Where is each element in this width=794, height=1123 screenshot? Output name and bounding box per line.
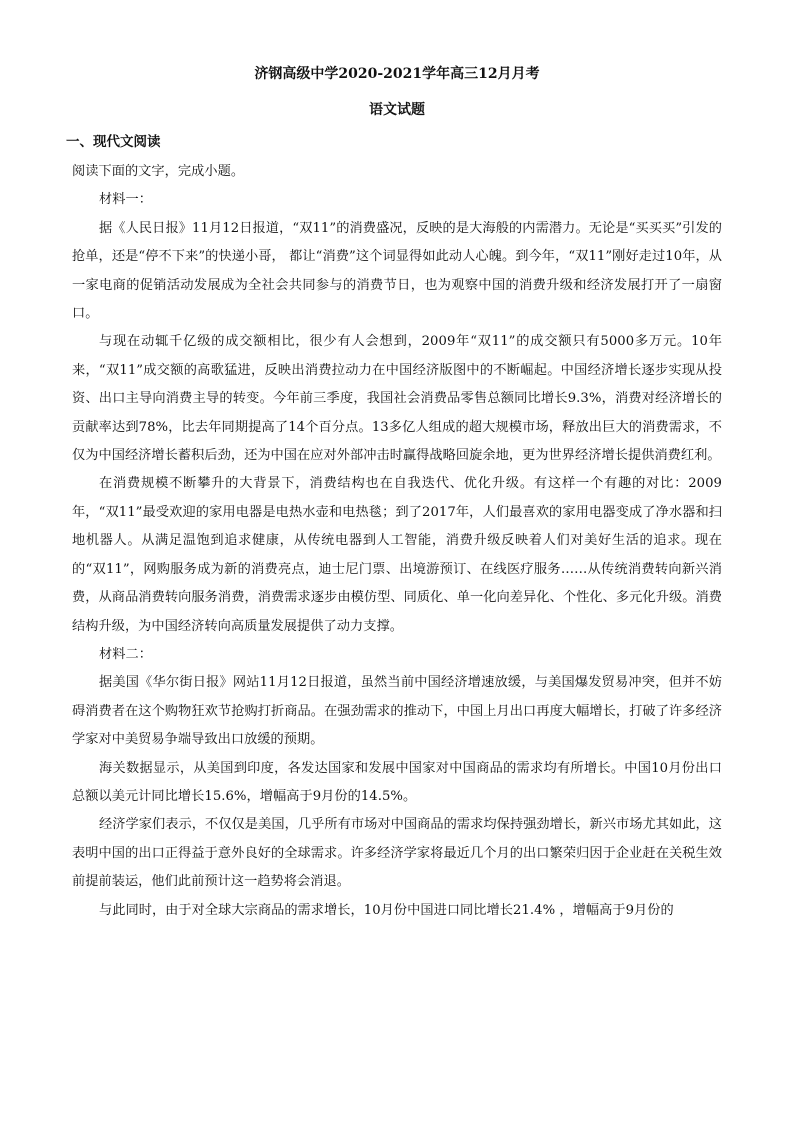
paragraph-instructions: 阅读下面的文字，完成小题。 — [72, 164, 245, 179]
paragraph: 据美国《华尔街日报》网站11月12日报道，虽然当前中国经济增速放缓，与美国爆发贸易冲突，但并不妨碍消费者在这个购物狂欢节抢购打折商品。在强劲需求的推动下，中国上月出口再度大幅增长，打破了许多经济学家对中美贸易争端导致出口放缓的预期。 — [72, 675, 722, 748]
document-subtitle: 语文试题 — [369, 102, 425, 118]
paragraph: 海关数据显示，从美国到印度，各发达国家和发展中国家对中国商品的需求均有所增长。中国10月份出口总额以美元计同比增长15.6%，增幅高于9月份的14.5%。 — [72, 760, 722, 804]
section-heading: 一、现代文阅读 — [66, 134, 161, 150]
paragraph: 据《人民日报》11月12日报道，“双11”的消费盛况，反映的是大海般的内需潜力。无论是“买买买”引发的抢单，还是“停不下来”的快递小哥， 都让“消费”这个词显得如此动人心魄。到今年，“双11”刚好走过10年，从一家电商的促销活动发展成为全社会共同参与的消费节日，也为观察中国的消费升级和经济发展打开了一扇窗口。 — [72, 220, 722, 322]
paragraph: 经济学家们表示，不仅仅是美国，几乎所有市场对中国商品的需求均保持强劲增长，新兴市场尤其如此，这表明中国的出口正得益于意外良好的全球需求。许多经济学家将最近几个月的出口繁荣归因于企业赶在关税生效前提前装运，他们此前预计这一趋势将会消退。 — [72, 817, 722, 890]
paragraph-material-two-label: 材料二： — [99, 646, 152, 662]
document-page — [66, 64, 722, 925]
paragraph: 在消费规模不断攀升的大背景下，消费结构也在自我迭代、优化升级。有这样一个有趣的对比：2009年，“双11”最受欢迎的家用电器是电热水壶和电热毯；到了2017年，人们最喜欢的家用电器变成了净水器和扫地机器人。从满足温饱到追求健康，从传统电器到人工智能，消费升级反映着人们对美好生活的追求。现在的“双11”，网购服务成为新的消费亮点，迪士尼门票、出境游预订、在线医疗服务……从传统消费转向新兴消费，从商品消费转向服务消费，消费需求逐步由模仿型、同质化、单一化向差异化、个性化、多元化升级。消费结构升级，为中国经济转向高质量发展提供了动力支撑。 — [72, 476, 722, 634]
paragraph: 与现在动辄千亿级的成交额相比，很少有人会想到，2009年“双11”的成交额只有5000多万元。10年来，“双11”成交额的高歌猛进，反映出消费拉动力在中国经济版图中的不断崛起。中国经济增长逐步实现从投资、出口主导向消费主导的转变。今年前三季度，我国社会消费品零售总额同比增长9.3%，消费对经济增长的贡献率达到78%，比去年同期提高了14个百分点。13多亿人组成的超大规模市场，释放出巨大的消费需求，不仅为中国经济增长蓄积后劲，还为中国在应对外部冲击时赢得战略回旋余地，更为世界经济增长提供消费红利。 — [72, 334, 722, 464]
paragraph-material-one-label: 材料一： — [99, 192, 152, 208]
document-title: 济钢高级中学2020-2021学年高三12月月考 — [254, 66, 540, 82]
document-body — [72, 158, 722, 925]
paragraph: 与此同时，由于对全球大宗商品的需求增长，10月份中国进口同比增长21.4% ，增幅高于9月份的 — [99, 902, 674, 918]
